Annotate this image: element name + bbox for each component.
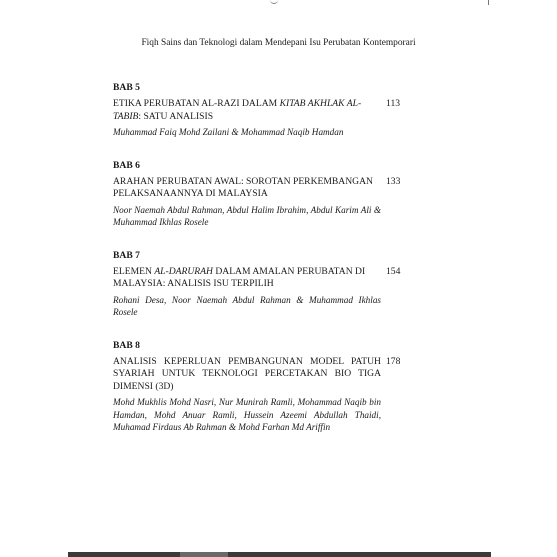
toc-entry-bab-5[interactable] — [113, 82, 408, 139]
title-row — [113, 266, 408, 291]
chapter-title[interactable] — [113, 98, 381, 123]
table-of-contents — [113, 82, 408, 455]
title-row — [113, 176, 408, 201]
toc-entry-bab-8[interactable] — [113, 340, 408, 434]
chapter-title[interactable] — [113, 356, 381, 394]
page-edge-mark — [270, 0, 278, 4]
chapter-label: BAB 8 — [113, 339, 140, 351]
title-row — [113, 98, 408, 123]
title-part: ARAHAN PERUBATAN AWAL: SOROTAN PERKEMBANGAN PELAKSANAANNYA DI MALAYSIA — [113, 175, 373, 200]
page-number: 154 — [386, 265, 401, 277]
viewer-bottom-bar — [68, 552, 491, 557]
toc-entry-bab-6[interactable] — [113, 160, 408, 229]
chapter-authors: Rohani Desa, Noor Naemah Abdul Rahman & Muhammad Ikhlas Rosele — [113, 294, 381, 318]
title-part: ANALISIS KEPERLUAN PEMBANGUNAN MODEL PATUH SYARIAH UNTUK TEKNOLOGI PERCETAKAN BIO TIGA DIMENSI (3D) — [113, 355, 381, 392]
title-part-italic: AL-DARURAH — [154, 265, 213, 277]
title-part: ELEMEN — [113, 265, 155, 277]
page-number: 178 — [386, 355, 401, 367]
page-edge-tick — [488, 0, 489, 5]
chapter-title[interactable] — [113, 176, 381, 201]
chapter-authors: Mohd Mukhlis Mohd Nasri, Nur Munirah Ramli, Mohammad Naqib bin Hamdan, Mohd Anuar Ramli, Hussein Azeemi Abdullah Thaidi, Muhamad Firdaus Ab Rahman & Mohd Farhan Md Ariffin — [113, 397, 381, 433]
title-part-italic: KITAB AKHLAK AL-TABIB — [113, 98, 362, 122]
title-part: : SATU ANALISIS — [138, 110, 214, 122]
chapter-authors: Noor Naemah Abdul Rahman, Abdul Halim Ibrahim, Abdul Karim Ali & Muhammad Ikhlas Rosele — [113, 204, 381, 228]
page-number: 133 — [386, 175, 401, 187]
viewer-scroll-thumb[interactable] — [180, 552, 228, 557]
title-part: ETIKA PERUBATAN AL-RAZI DALAM — [113, 98, 280, 109]
title-row — [113, 356, 408, 394]
toc-entry-bab-7[interactable] — [113, 250, 408, 319]
chapter-label: BAB 5 — [113, 82, 140, 93]
chapter-label: BAB 6 — [113, 159, 140, 171]
title-part: DALAM AMALAN PERUBATAN DI MALAYSIA: ANALISIS ISU TERPILIH — [113, 265, 366, 290]
chapter-authors: Muhammad Faiq Mohd Zailani & Mohammad Naqib Hamdan — [113, 127, 344, 138]
chapter-label: BAB 7 — [113, 249, 140, 261]
page-number: 113 — [386, 98, 401, 109]
running-head: Fiqh Sains dan Teknologi dalam Mendepani Isu Perubatan Kontemporari — [141, 38, 416, 48]
chapter-title[interactable] — [113, 266, 381, 291]
